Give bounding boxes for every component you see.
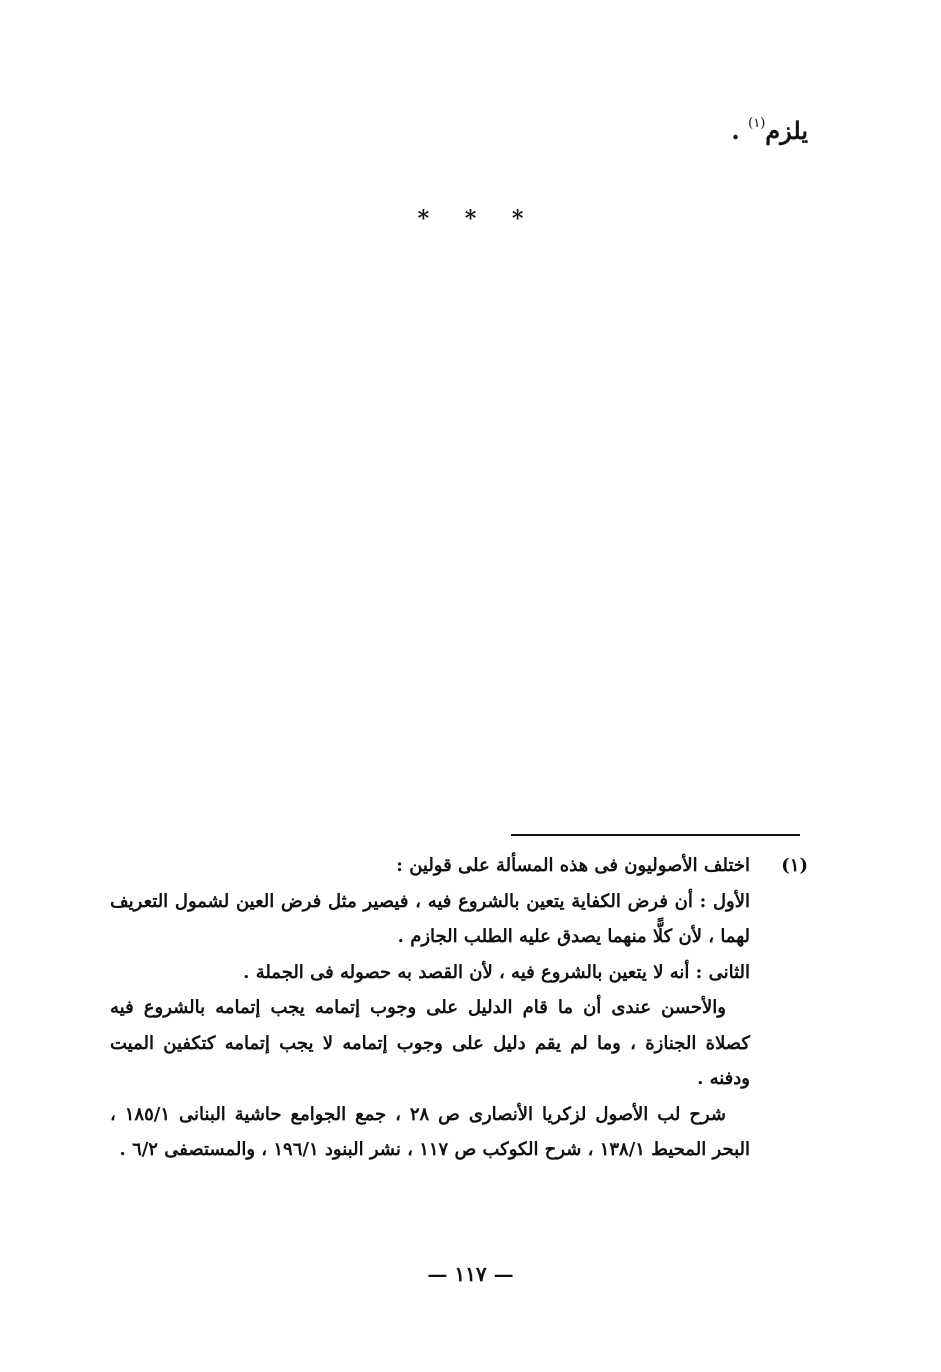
footnote-heading-row — [110, 848, 808, 884]
footnote-paragraph-first-opinion: الأول : أن فرض الكفاية يتعين بالشروع فيه ، فيصير مثل فرض العين لشمول التعريف لهما ، لأن كلًّا منهما يصدق عليه الطلب الجازم . — [110, 890, 750, 947]
continuation-trailing: . — [731, 116, 749, 145]
footnote-divider — [511, 834, 800, 836]
footnote-heading: اختلف الأصوليون فى هذه المسألة على قولين : — [396, 855, 750, 876]
footnote-paragraph-preferred-view: والأحسن عندى أن ما قام الدليل على وجوب إتمامه يجب إتمامه بالشروع فيه كصلاة الجنازة ، وما لم يقم دليل على وجوب إتمامه لا يجب إتمامه كتكفين الميت ودفنه . — [110, 997, 750, 1089]
section-separator: * * * — [417, 206, 538, 232]
continuation-line — [731, 116, 808, 145]
footnote-reference: (١) — [748, 116, 766, 131]
continuation-text: يلزم — [765, 116, 808, 145]
page-number: — ١١٧ — — [427, 1262, 514, 1286]
footnote-block — [110, 848, 808, 1168]
footnote-paragraph-references: شرح لب الأصول لزكريا الأنصارى ص ٢٨ ، جمع الجوامع حاشية البنانى ١٨٥/١ ، البحر المحيط ١٣٨/١ ، شرح الكوكب ص ١١٧ ، نشر البنود ١٩٦/١ ، والمستصفى ٦/٢ . — [110, 1103, 750, 1160]
footnote-paragraph-second-opinion: الثانى : أنه لا يتعين بالشروع فيه ، لأن القصد به حصوله فى الجملة . — [243, 961, 750, 983]
footnote-body — [110, 884, 750, 1168]
footnote-number: (١) — [781, 855, 808, 876]
